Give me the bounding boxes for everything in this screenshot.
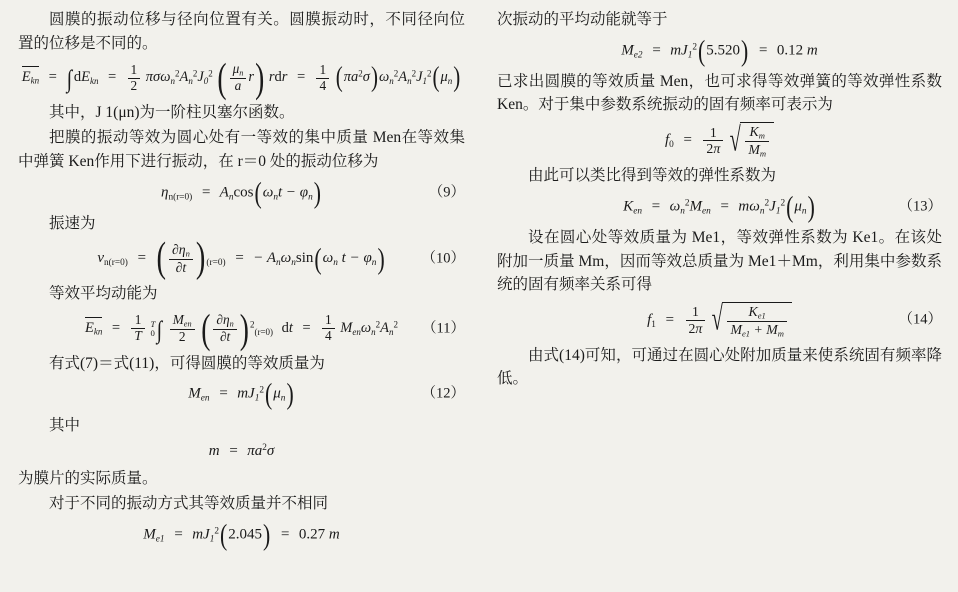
equation-14-number: （14） [898,311,942,328]
equation-me1-body: $M_{e1} = mJ_1^2(2.045) = 0.27$ m [143,518,340,551]
equation-me2-body: $M_{e2} = mJ_1^2(5.520) = 0.12$ m [621,34,818,67]
paragraph-right-1: 次振动的平均动能就等于 [497,11,668,28]
equation-f0 [497,122,942,159]
equation-12-body: $M_{en} = mJ_1^2(\mu_n)$ [188,378,294,411]
paragraph-left-5: 等效平均动能为 [49,285,158,303]
paragraph-left-2: 其中，J 1(μn)为一阶柱贝塞尔函数。 [49,103,295,121]
equation-10 [18,235,465,283]
paragraph-right-4: 设在圆心处等效质量为 Me1，等效弹性系数为 Ke1。在该处附加一质量 Mm，因而等效总质量为 Me1＋Mm，利用集中参数系统的固有频率关系可得 [497,229,942,294]
paragraph-left-4: 振速为 [49,214,96,232]
equation-12 [18,378,465,411]
equation-9 [18,176,465,209]
left-column [18,8,467,584]
paragraph-left-3: 把膜的振动等效为圆心处有一等效的集中质量 Men在等效集中弹簧 Ken作用下进行振动，在 r＝0 处的振动位移为 [18,129,465,170]
equation-14 [497,302,942,339]
equation-mass [18,442,465,462]
equation-11 [18,304,465,352]
paragraph-left-9: 对于不同的振动方式其等效质量并不相同 [49,495,329,513]
equation-9-body: $\eta n(r=0) = A_n\cos(\omega_nt - \varphi_n)$ [161,176,321,209]
equation-10-number: （10） [421,250,465,267]
equation-11-body: $E_{kn}$ = $\frac{1}{T}$ T 0 ∫ $\frac{M_{en}}{2}$ ( $\frac{\partial\eta_n}{\partial t}$ )$^2$(r=0) dt = $\frac{1}{4}$ $M_{en}\omega_n^2A_n^2$ [85,304,398,352]
equation-8 [18,54,465,101]
equation-f0-body: f0 = $\frac{1}{2\pi}$ √ $\frac{K_m}{M_m}$ [665,122,774,159]
equation-me2 [497,34,942,67]
paragraph-left-7: 其中 [49,416,81,434]
paragraph-right-2: 已求出圆膜的等效质量 Men，也可求得等效弹簧的等效弹性系数 Ken。对于集中参数系统振动的固有频率可表示为 [497,72,942,114]
paragraph-left-1: 圆膜的振动位移与径向位置有关。圆膜振动时，不同径向位置的位移是不同的。 [18,11,465,52]
equation-12-number: （12） [421,385,465,402]
equation-13-body: $K_{en} = \omega_n^2M_{en} = m\omega_n^2J_1^2(\mu_n)$ [623,190,815,223]
equation-11-number: （11） [422,320,465,337]
equation-13-number: （13） [898,198,942,215]
equation-me1 [18,518,465,551]
equation-14-body: f1 = $\frac{1}{2\pi}$ √ $\frac{K_{e1}}{M_{e1} + M_m}$ [647,302,792,339]
equation-13 [497,190,942,223]
equation-9-number: （9） [428,184,465,201]
paragraph-left-6: 有式(7)＝式(11)，可得圆膜的等效质量为 [49,354,325,372]
equation-10-body: vn(r=0) = ( $\frac{\partial\eta_n}{\partial t}$ )(r=0) = − $A_n\omega_n\sin(\omega_n$ $t - \varphi_n$) [97,235,385,283]
paragraph-left-8: 为膜片的实际质量。 [18,469,158,487]
right-column [493,8,942,584]
paragraph-right-3: 由此可以类比得到等效的弹性系数为 [528,167,777,185]
equation-mass-body: $m = \pi a^2\sigma$ [208,443,275,460]
equation-8-body: $E_{kn}$ = ∫ $dE_{kn}$ = $\frac{1}{2}$ $\pi\sigma\omega_n^2A_n^2J_0^2$ ( $\frac{\mu_n}{a}$ r) rdr = $\frac{1}{4}$ $(\pi a^2\sigma)\omega_n^2A_n^2J_1^2(\mu_n)$ [21,54,461,101]
paragraph-right-5: 由式(14)可知，可通过在圆心处附加质量来使系统固有频率降低。 [497,346,942,388]
